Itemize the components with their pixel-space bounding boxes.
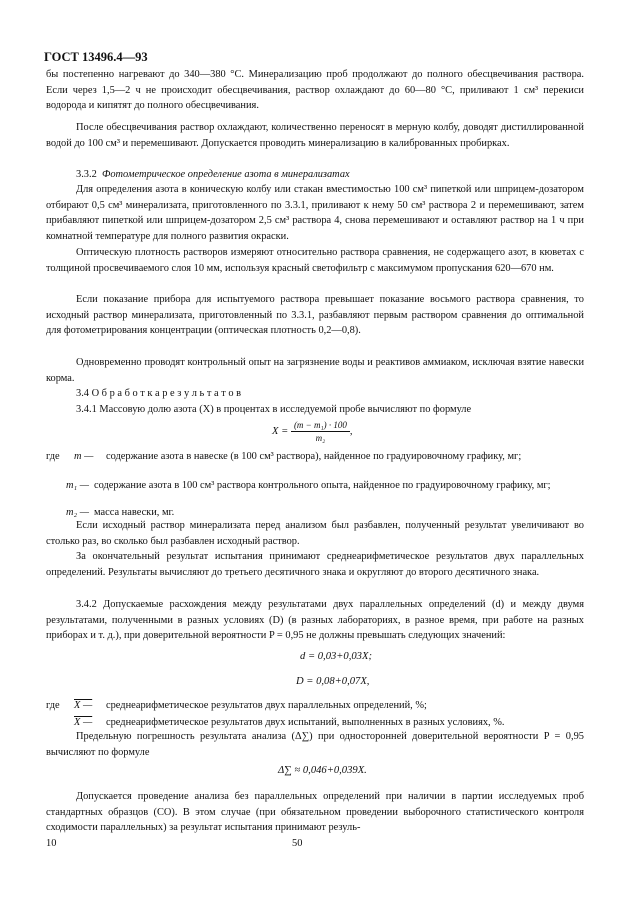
page-number-left: 10: [46, 838, 57, 849]
formula-fraction: $\frac{\text{(m − m₁) · 100}}{\text{m₂}}$: [291, 420, 350, 443]
paragraph-12: Допускается проведение анализа без параллельных определений при наличии в партии исследуемых проб стандартных образцов (СО). В этом случае (при обязательном проведении выборочного статистического контроля сходимости параллельных) за результат испытания принимают резуль-: [46, 791, 584, 834]
paragraph-7: 3.4.1 Массовую долю азота (X) в процентах в исследуемой пробе вычисляют по формуле: [76, 404, 472, 415]
section-3-3-2: [46, 167, 584, 183]
formula-d: d = 0,03+0,03X;: [300, 651, 372, 662]
paragraph-1: бы постепенно нагревают до 340—380 °С. Минерализацию проб продолжают до полного обесцвечивания раствора. Если через 1,5—2 ч не происходит обесцвечивания, раствор охлаждают до 60—80 °С, приливают 1 см³ перекиси водорода и кипятят до полного обесцвечивания.: [46, 69, 584, 112]
definition-xbar-2: X — среднеарифметическое результатов двух испытаний, выполненных в разных условиях, %.: [74, 717, 505, 728]
paragraph-10: 3.4.2 Допускаемые расхождения между результатами двух параллельных определений (d) и между двумя результатами, полученными в разных условиях (D) (в разных лабораториях, в разное время, при работе на разных приборах и т. д.), при доверительной вероятности P = 0,95 не должны превышать следующих значений:: [46, 599, 584, 642]
definition-m: где m — содержание азота в навеске (в 100 см³ раствора), найденное по градуировочному графику, мг;: [46, 451, 522, 462]
formula-x: X = $\frac{\text{(m − m₁) · 100}}{\text{m₂}}$ ,: [272, 420, 353, 443]
page-number-center: 50: [292, 838, 303, 849]
section-3-4: 3.4 О б р а б о т к а р е з у л ь т а т о в: [76, 388, 242, 399]
section-title: Фотометрическое определение азота в минерализатах: [101, 169, 350, 180]
paragraph-4: Оптическую плотность растворов измеряют относительно раствора сравнения, не содержащего азот, в кюветах с толщиной просвечиваемого слоя 10 мм, используя красный светофильтр с максимумом пропускания 620—670 нм.: [46, 247, 584, 274]
definition-m1: m₁ — содержание азота в 100 см³ раствора контрольного опыта, найденное по градуировочному графику, мг;: [66, 480, 551, 491]
paragraph-3: Для определения азота в коническую колбу или стакан вместимостью 100 см³ пипеткой или шприцем-дозатором отбирают 0,5 см³ минерализата, приготовленного по 3.3.1, приливают к нему 50 см³ раствора 2 и перемешивают, затем прибавляют пипеткой или шприцем-дозатором 2,5 см³ раствора 4, снова перемешивают и оставляют раствор на 1 ч при комнатной температуре для полного развития окраски.: [46, 184, 584, 242]
definition-m2: m₂ — масса навески, мг.: [66, 507, 175, 518]
formula-delta: Δ∑ ≈ 0,046+0,039X.: [278, 765, 367, 776]
paragraph-5: Если показание прибора для испытуемого раствора превышает показание восьмого раствора сравнения, то исходный раствор минерализата, приготовленный по 3.3.1, разбавляют первым раствором сравнения до оптимальной для фотометрирования концентрации (оптическая плотность 0,2—0,8).: [46, 294, 584, 337]
formula-D: D = 0,08+0,07X,: [296, 676, 370, 687]
paragraph-11: Предельную погрешность результата анализа (Δ∑) при односторонней доверительной вероятности P = 0,95 вычисляют по формуле: [46, 731, 584, 758]
section-number: 3.3.2: [76, 169, 97, 180]
paragraph-2: После обесцвечивания раствор охлаждают, количественно переносят в мерную колбу, доводят дистиллированной водой до 100 см³ и перемешивают. Допускается проводить минерализацию в калиброванных пробирках.: [46, 122, 584, 149]
paragraph-8: Если исходный раствор минерализата перед анализом был разбавлен, полученный результат увеличивают во столько раз, во сколько был разбавлен исходный раствор.: [46, 520, 584, 547]
paragraph-6: Одновременно проводят контрольный опыт на загрязнение воды и реактивов аммиаком, исключая взятие навески корма.: [46, 357, 584, 384]
paragraph-9: За окончательный результат испытания принимают среднеарифметическое результатов двух параллельных определений. Результаты вычисляют до третьего десятичного знака и округляют до второго десятичного знака.: [46, 551, 584, 578]
definition-xbar: где X — среднеарифметическое результатов двух параллельных определений, %;: [46, 700, 427, 711]
standard-header: ГОСТ 13496.4—93: [44, 50, 148, 64]
